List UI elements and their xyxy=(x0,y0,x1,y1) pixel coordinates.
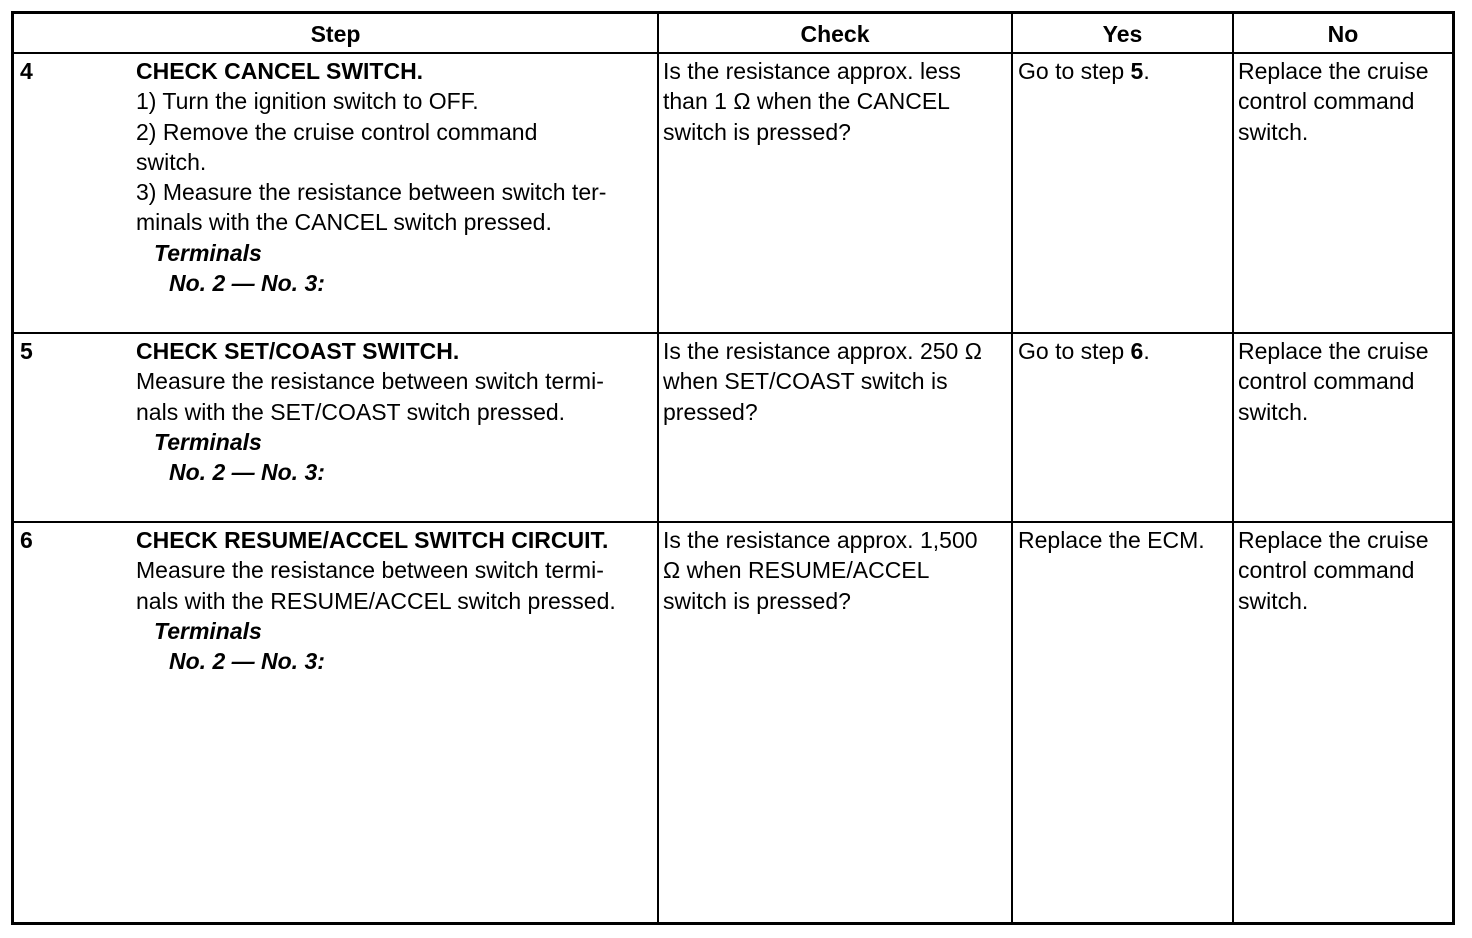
check-cell xyxy=(663,336,1008,427)
terminals-value: No. 2 — No. 3: xyxy=(169,270,325,297)
no-line: Replace the cruise xyxy=(1238,338,1429,364)
step-line: minals with the CANCEL switch pressed. xyxy=(136,209,552,236)
step-line: switch. xyxy=(136,148,207,175)
header-check: Check xyxy=(800,21,870,47)
yes-text: Replace the ECM. xyxy=(1018,527,1205,553)
yes-step-number: 6 xyxy=(1130,338,1144,364)
no-line: switch. xyxy=(1238,118,1309,145)
step-content xyxy=(136,525,656,676)
column-divider xyxy=(657,14,659,922)
check-line: switch is pressed? xyxy=(663,118,851,145)
no-line: control command xyxy=(1238,88,1415,115)
yes-text: Go to step xyxy=(1018,338,1131,364)
check-line: Is the resistance approx. 1,500 xyxy=(663,527,978,553)
step-title: CHECK SET/COAST SWITCH. xyxy=(136,338,460,364)
yes-text: Go to step xyxy=(1018,58,1131,84)
header-no: No xyxy=(1327,21,1359,47)
check-line: Is the resistance approx. less xyxy=(663,58,961,84)
check-line: when SET/COAST switch is xyxy=(663,368,948,395)
no-line: switch. xyxy=(1238,398,1309,425)
no-cell xyxy=(1238,336,1450,427)
step-line: 3) Measure the resistance between switch ter- xyxy=(136,179,607,206)
step-title: CHECK CANCEL SWITCH. xyxy=(136,58,424,84)
terminals-value: No. 2 — No. 3: xyxy=(169,648,325,675)
header-yes: Yes xyxy=(1102,21,1143,47)
step-title: CHECK RESUME/ACCEL SWITCH CIRCUIT. xyxy=(136,527,609,553)
check-line: Is the resistance approx. 250 Ω xyxy=(663,338,982,364)
yes-cell xyxy=(1018,525,1230,555)
step-number: 4 xyxy=(20,58,33,84)
no-cell xyxy=(1238,525,1450,616)
terminals-label: Terminals xyxy=(154,239,262,266)
row-divider xyxy=(14,332,1452,334)
step-line: nals with the RESUME/ACCEL switch pressed. xyxy=(136,587,616,614)
no-cell xyxy=(1238,56,1450,147)
no-line: control command xyxy=(1238,557,1415,584)
header-step: Step xyxy=(310,21,361,47)
row-divider xyxy=(14,52,1452,54)
check-cell xyxy=(663,525,1008,616)
check-line: than 1 Ω when the CANCEL xyxy=(663,88,950,115)
step-content xyxy=(136,336,656,487)
troubleshooting-table xyxy=(11,11,1455,925)
step-number: 6 xyxy=(20,527,33,553)
check-line: pressed? xyxy=(663,398,758,425)
terminals-label: Terminals xyxy=(154,428,262,455)
no-line: Replace the cruise xyxy=(1238,527,1429,553)
terminals-label: Terminals xyxy=(154,617,262,644)
yes-suffix: . xyxy=(1143,58,1150,84)
terminals-value: No. 2 — No. 3: xyxy=(169,459,325,486)
step-line: 1) Turn the ignition switch to OFF. xyxy=(136,88,479,115)
step-line: 2) Remove the cruise control command xyxy=(136,118,538,145)
column-divider xyxy=(1011,14,1013,922)
row-divider xyxy=(14,521,1452,523)
no-line: Replace the cruise xyxy=(1238,58,1429,84)
step-line: Measure the resistance between switch termi- xyxy=(136,368,604,395)
yes-suffix: . xyxy=(1143,338,1150,364)
yes-cell xyxy=(1018,56,1230,86)
step-number: 5 xyxy=(20,338,33,364)
no-line: control command xyxy=(1238,368,1415,395)
column-divider xyxy=(1232,14,1234,922)
yes-step-number: 5 xyxy=(1130,58,1144,84)
no-line: switch. xyxy=(1238,587,1309,614)
check-line: Ω when RESUME/ACCEL xyxy=(663,557,930,584)
step-content xyxy=(136,56,656,298)
step-line: nals with the SET/COAST switch pressed. xyxy=(136,398,566,425)
check-cell xyxy=(663,56,1008,147)
step-line: Measure the resistance between switch termi- xyxy=(136,557,604,584)
check-line: switch is pressed? xyxy=(663,587,851,614)
yes-cell xyxy=(1018,336,1230,366)
